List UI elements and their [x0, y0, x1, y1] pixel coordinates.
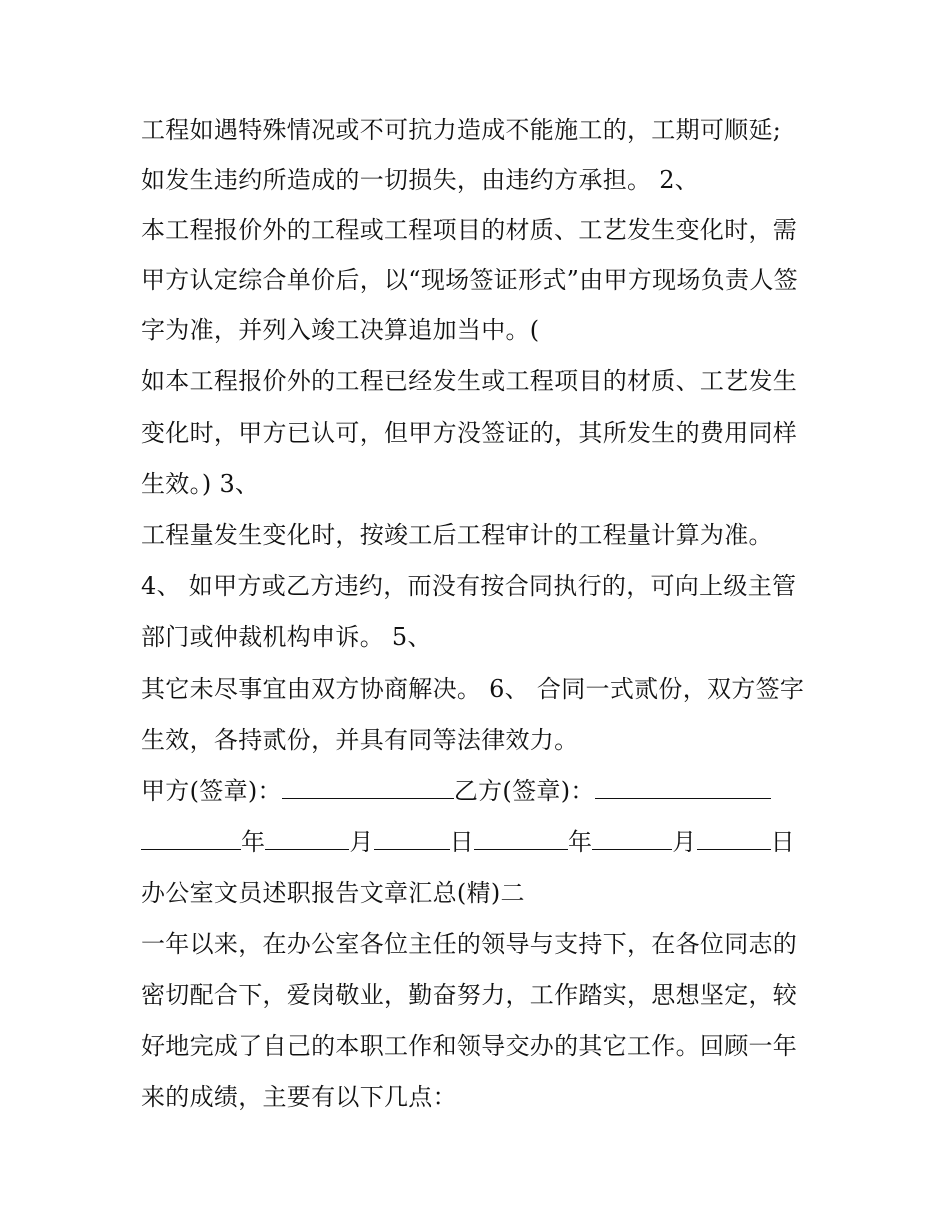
- text-line: 字为准，并列入竣工决算追加当中。(: [141, 316, 540, 344]
- paragraph-line: 来的成绩，主要有以下几点：: [141, 1083, 457, 1111]
- party-b-label: 乙方(签章)：: [453, 777, 595, 805]
- year-label: 年: [567, 828, 593, 856]
- party-a-signature-blank: [282, 776, 454, 799]
- party-b-month-blank: [592, 827, 672, 850]
- text-line: 生效。) 3、: [141, 470, 260, 498]
- text-line: 甲方认定综合单价后，以“现场签证形式”由甲方现场负责人签: [141, 266, 798, 294]
- text-line: 变化时，甲方已认可，但甲方没签证的，其所发生的费用同样: [141, 419, 798, 447]
- party-b-year-blank: [474, 827, 568, 850]
- month-label: 月: [349, 828, 374, 856]
- text-line: 工程量发生变化时，按竣工后工程审计的工程量计算为准。: [141, 521, 773, 549]
- day-label: 日: [770, 828, 795, 856]
- text-line: 部门或仲裁机构申诉。 5、: [141, 623, 432, 651]
- text-line: 本工程报价外的工程或工程项目的材质、工艺发生变化时，需: [141, 216, 798, 244]
- paragraph-line: 好地完成了自己的本职工作和领导交办的其它工作。回顾一年: [141, 1032, 798, 1060]
- text-line: 其它未尽事宜由双方协商解决。 6、 合同一式贰份，双方签字: [141, 675, 805, 703]
- party-a-year-blank: [141, 827, 241, 850]
- paragraph-line: 一年以来，在办公室各位主任的领导与支持下，在各位同志的: [141, 930, 798, 958]
- text-line: 生效，各持贰份，并具有同等法律效力。: [141, 726, 579, 754]
- text-line: 如本工程报价外的工程已经发生或工程项目的材质、工艺发生: [141, 367, 798, 395]
- day-label: 日: [449, 828, 474, 856]
- paragraph-line: 密切配合下，爱岗敬业，勤奋努力，工作踏实，思想坚定，较: [141, 981, 798, 1009]
- party-a-label: 甲方(签章)：: [141, 777, 282, 805]
- text-line: 如发生违约所造成的一切损失，由违约方承担。 2、: [141, 166, 700, 194]
- signature-date-line: [141, 827, 831, 857]
- party-b-day-blank: [697, 827, 771, 850]
- signature-party-line: [141, 776, 831, 806]
- month-label: 月: [672, 828, 697, 856]
- text-line: 工程如遇特殊情况或不可抗力造成不能施工的，工期可顺延;: [141, 116, 782, 144]
- party-a-day-blank: [374, 827, 450, 850]
- section-title: 办公室文员述职报告文章汇总(精)二: [141, 879, 525, 907]
- party-b-signature-blank: [595, 776, 771, 799]
- text-line: 4、 如甲方或乙方违约，而没有按合同执行的，可向上级主管: [141, 572, 797, 600]
- party-a-month-blank: [265, 827, 349, 850]
- year-label: 年: [241, 828, 266, 856]
